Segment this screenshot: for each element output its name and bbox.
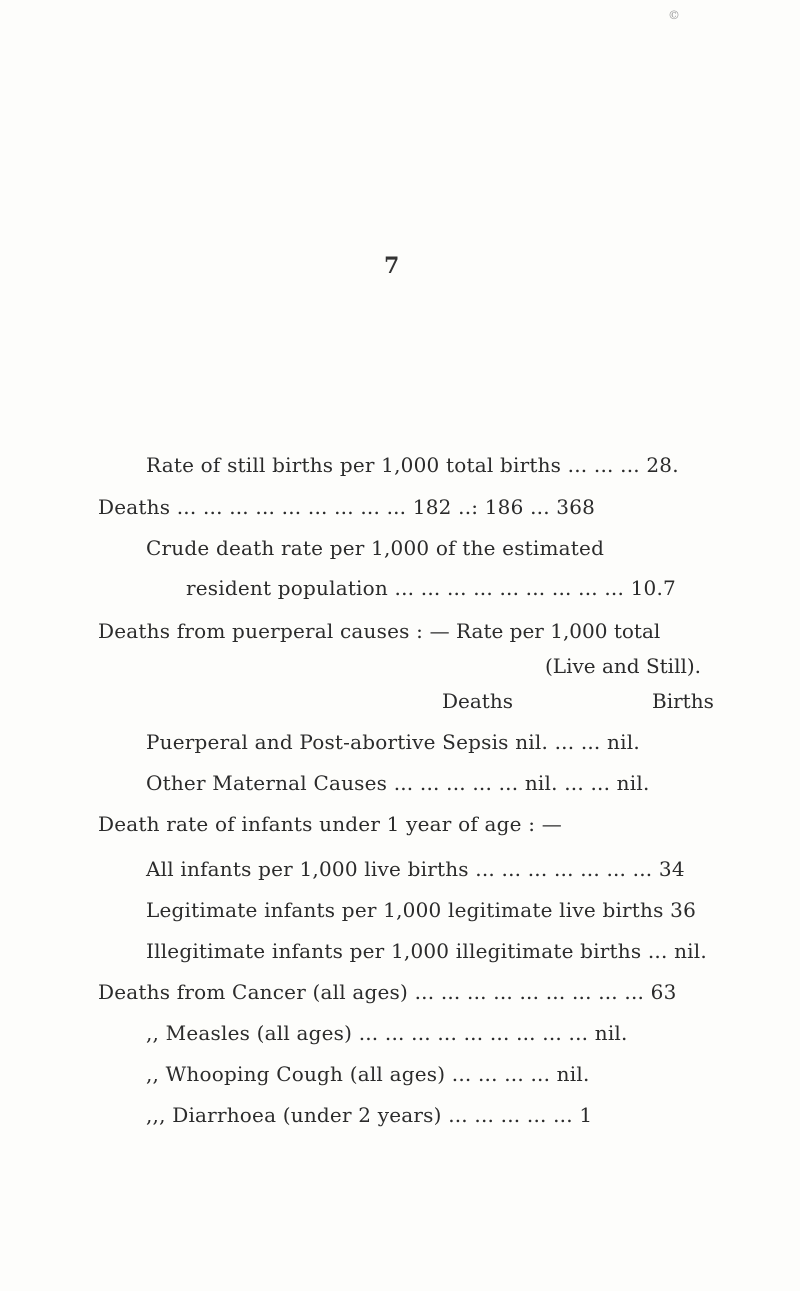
other-maternal-line: Other Maternal Causes ... ... ... ... ... nil. ... ... nil. <box>146 771 650 795</box>
crude-rate-line-2: resident population ... ... ... ... ... ... ... ... ... 10.7 <box>186 576 676 600</box>
sepsis-line: Puerperal and Post-abortive Sepsis nil. ... ... nil. <box>146 730 640 754</box>
infant-intro: Death rate of infants under 1 year of age : — <box>98 812 562 836</box>
all-infants-line: All infants per 1,000 live births ... ... ... ... ... ... ... 34 <box>146 857 685 881</box>
cancer-line: Deaths from Cancer (all ages) ... ... ... ... ... ... ... ... ... 63 <box>98 980 677 1004</box>
crude-rate-line-1: Crude death rate per 1,000 of the estimated <box>146 536 605 560</box>
column-head-deaths: Deaths <box>442 689 513 713</box>
column-head-births: Births <box>652 689 714 713</box>
deaths-line: Deaths ... ... ... ... ... ... ... ... ... 182 ..: 186 ... 368 <box>98 495 596 519</box>
illegitimate-line: Illegitimate infants per 1,000 illegitimate births ... nil. <box>146 939 707 963</box>
still-births-line: Rate of still births per 1,000 total births ... ... ... 28. <box>146 453 679 477</box>
column-head-live-still: (Live and Still). <box>545 654 702 678</box>
whooping-line: ,, Whooping Cough (all ages) ... ... ... ... nil. <box>146 1062 590 1086</box>
page-number: 7 <box>384 253 400 279</box>
measles-line: ,, Measles (all ages) ... ... ... ... ... ... ... ... ... nil. <box>146 1021 628 1045</box>
diarrhoea-line: ,,, Diarrhoea (under 2 years) ... ... ... ... ... 1 <box>146 1103 593 1127</box>
legitimate-line: Legitimate infants per 1,000 legitimate live births 36 <box>146 898 696 922</box>
corner-mark: © <box>668 8 680 22</box>
puerperal-intro: Deaths from puerperal causes : — <box>98 619 450 643</box>
column-head-rate: Rate per 1,000 total <box>456 619 661 643</box>
